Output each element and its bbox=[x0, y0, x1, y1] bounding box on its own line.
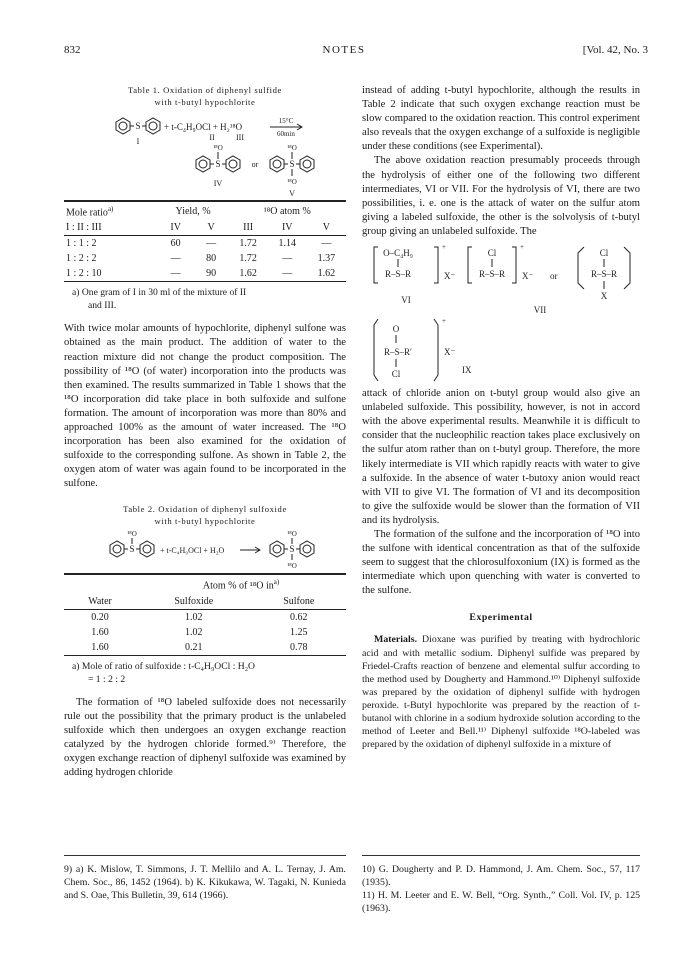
footnote-divider-left bbox=[64, 855, 346, 856]
label-IX: IX bbox=[462, 365, 472, 376]
table-row bbox=[64, 609, 346, 625]
label-III: III bbox=[236, 133, 244, 142]
o18-t2b-bottom: ¹⁸O bbox=[287, 562, 297, 571]
table-row bbox=[64, 251, 346, 266]
table1-subheader-row bbox=[64, 220, 346, 236]
o18-V-bottom: ¹⁸O bbox=[287, 178, 297, 186]
label-V: V bbox=[289, 189, 295, 198]
cell-atom-v: 1.37 bbox=[317, 253, 336, 265]
intermediates-svg bbox=[362, 239, 640, 387]
materials-label: Materials. bbox=[374, 634, 418, 646]
footnote-10: 10) G. Dougherty and P. D. Hammond, J. Am. Chem. Soc., 57, 117 (1935). bbox=[362, 864, 640, 888]
table2-footnote-line2: = 1 : 2 : 2 bbox=[88, 673, 126, 685]
cell-sulfoxide: 1.02 bbox=[185, 626, 203, 638]
table2-title-line2: with t-butyl hypochlorite bbox=[154, 516, 256, 527]
table-row bbox=[64, 236, 346, 252]
vi-rsr: R–S–R bbox=[384, 269, 412, 280]
table1-title bbox=[64, 84, 346, 108]
footnote-11: 11) H. M. Leeter and E. W. Bell, “Org. Synth.,” Coll. Vol. IV, p. 125 (1963). bbox=[362, 890, 640, 914]
cell-atom-iii: 1.72 bbox=[239, 253, 257, 265]
cell-atom-iv: 1.14 bbox=[278, 238, 296, 250]
scheme2-reagent: + t-C₄H₉OCl + H₂O bbox=[160, 546, 225, 556]
left-column bbox=[64, 84, 346, 780]
section-heading-experimental: Experimental bbox=[469, 612, 533, 624]
table1-footnote bbox=[64, 286, 346, 312]
col-sulfone: Sulfone bbox=[283, 595, 315, 607]
vii-rsr-2: R–S–R bbox=[590, 269, 618, 280]
table1-title-line2: with t-butyl hypochlorite bbox=[154, 97, 256, 107]
table2-title-line1: Table 2. Oxidation of diphenyl sulfoxide bbox=[123, 504, 287, 515]
col-atom-iii: III bbox=[243, 222, 254, 234]
ix-o: O bbox=[392, 324, 400, 335]
table-row bbox=[64, 625, 346, 640]
cell-water: 0.20 bbox=[91, 611, 109, 623]
footnote-9: 9) a) K. Mislow, T. Simmons, J. T. Mellilo and A. L. Ternay, J. Am. Chem. Soc., 86, 1452 (1964). b) K. Kikukawa, W. Tagaki, N. Kunieda and S. Oae, This Bulletin, 39, 614 (1966). bbox=[64, 864, 346, 901]
ix-rsr: R–S–R′ bbox=[384, 347, 412, 358]
cell-yield-iv: 60 bbox=[170, 238, 181, 250]
vii-cl-2: Cl bbox=[599, 248, 609, 259]
cell-atom-v: — bbox=[321, 238, 332, 250]
col-atom-in: Atom % of ¹⁸O in bbox=[202, 580, 274, 592]
cell-yield-v: 90 bbox=[206, 268, 217, 280]
cell-water: 1.60 bbox=[91, 641, 109, 653]
table1 bbox=[64, 200, 346, 282]
vi-oc4h9: O–C₄H₉ bbox=[383, 248, 413, 259]
body-paragraph-left-2: The formation of ¹⁸O labeled sulfoxide does not necessarily rule out the possibility that the primary product is the unlabeled sulfoxide which then undergoes an oxygen exchange reaction catalyzed by the hydrogen chloride formed.⁹⁾ Therefore, the oxygen exchange reaction of diphenyl sulfoxide was examined by adding hydrogen chloride bbox=[64, 696, 346, 779]
table1-title-line1: Table 1. Oxidation of diphenyl sulfide bbox=[128, 85, 282, 95]
col-sulfoxide: Sulfoxide bbox=[174, 595, 214, 607]
table2-reaction-scheme bbox=[64, 527, 346, 571]
intermediate-structures bbox=[362, 239, 640, 387]
o18-V: ¹⁸O bbox=[287, 144, 297, 152]
cell-atom-iv: — bbox=[282, 253, 293, 265]
cell-sulfoxide: 0.21 bbox=[185, 641, 203, 653]
reaction-scheme-2-svg bbox=[64, 527, 346, 571]
volume-info: [Vol. 42, No. 3 bbox=[582, 44, 648, 56]
cell-yield-iv: — bbox=[170, 268, 181, 280]
table1-reaction-scheme bbox=[64, 108, 346, 198]
label-VII: VII bbox=[533, 305, 547, 316]
cell-atom-v: 1.62 bbox=[317, 268, 336, 280]
body-paragraph-right-4: The formation of the sulfone and the incorporation of ¹⁸O into the sulfone with identical concentration as that of the sulfoxide seem to suggest that the chlorosulfoxonium (IX) is formed as the intermediate which upon quenching with water is converted to the sulfone. bbox=[362, 528, 640, 597]
table-row bbox=[64, 640, 346, 656]
s-atom-t2b: S bbox=[289, 544, 295, 555]
ix-xminus: X⁻ bbox=[444, 347, 456, 358]
s-atom-1: S bbox=[135, 121, 141, 131]
vii-xminus: X⁻ bbox=[522, 271, 534, 282]
materials-paragraph bbox=[362, 633, 640, 751]
cell-ratio: 1 : 2 : 10 bbox=[66, 268, 102, 280]
table2 bbox=[64, 573, 346, 655]
s-atom-IV: S bbox=[215, 159, 221, 169]
cell-sulfoxide: 1.02 bbox=[185, 611, 203, 623]
body-paragraph-right-1: instead of adding t-butyl hypochlorite, although the results in Table 2 indicate that such oxygen exchange reaction must be slow compared to the oxidation reaction. This control experiment also reveals that the oxygen exchange of a sulfoxide is negligible under these conditions (see Experimental). bbox=[362, 85, 640, 153]
label-IV: IV bbox=[213, 179, 223, 188]
cell-atom-iii: 1.62 bbox=[239, 268, 257, 280]
col-mole-ratio: Mole ratio bbox=[66, 207, 108, 219]
s-atom-t2a: S bbox=[129, 544, 135, 555]
ix-plus: + bbox=[442, 317, 446, 326]
body-paragraph-right-2: The above oxidation reaction presumably proceeds through the hydrolysis of either one of the following two different intermediates, VI or VII. For the hydrolysis of VI, there are two possibilities, i. e. one is the attack of water on the sulfur atom giving a labeled sulfoxide, the other is the solvolysis of t-butyl group giving an unlabeled sulfoxide. The bbox=[362, 155, 640, 237]
scheme1-reagent: + t-C₄H₉OCl + H₂¹⁸O bbox=[164, 122, 243, 132]
running-header: NOTES bbox=[322, 44, 366, 56]
vii-or: or bbox=[550, 271, 558, 282]
cell-ratio: 1 : 2 : 2 bbox=[66, 253, 97, 265]
o18-IV: ¹⁸O bbox=[213, 144, 223, 152]
table2-footnote-line1: a) Mole of ratio of sulfoxide : t-C₄H₉OCl : H₂O bbox=[72, 660, 255, 672]
vii-plus: + bbox=[520, 243, 524, 252]
cell-sulfone: 1.25 bbox=[290, 626, 308, 638]
vi-xminus: X⁻ bbox=[444, 271, 456, 282]
page-number: 832 bbox=[64, 44, 81, 56]
scheme1-time: 60min bbox=[277, 130, 295, 138]
table2-header-row bbox=[64, 574, 346, 593]
materials-text: Dioxane was purified by treating with hydrochloric acid and with metallic sodium. Diphenyl sulfide was prepared by Friedel-Crafts reaction of benzene and elemental sulfur according to the method used by Dougherty and Hammond.¹⁰⁾ Diphenyl sulfoxide was prepared by the oxidation of diphenyl sulfide with hydrogen peroxide. t-Butyl hypochlorite was prepared by the reaction of t-butanol with chlorine in a sodium hydroxide solution according to the method of Leeter and Bell.¹¹⁾ Diphenyl sulfoxide ¹⁸O-labeled was prepared by the oxidation of diphenyl sulfoxide in a mixture of bbox=[362, 634, 641, 751]
vii-cl-1: Cl bbox=[487, 248, 497, 259]
col-yield-iv: IV bbox=[170, 222, 181, 234]
scheme1-temp: 15°C bbox=[278, 117, 294, 125]
col-ratio-sub: I : II : III bbox=[66, 222, 102, 234]
col-atom: ¹⁸O atom % bbox=[263, 205, 311, 217]
reaction-scheme-1-svg bbox=[64, 108, 346, 198]
or-text: or bbox=[251, 160, 259, 169]
body-paragraph-right-3: attack of chloride anion on t-butyl group would also give an unlabeled sulfoxide. This possibility, however, is not in accord with the above experimental results. Meanwhile it is difficult to consider that the nucleophilic reaction takes place exclusively on the sulfur atom rather than on t-butyl group. Therefore, the more likely intermediate is VII which rapidly reacts with water to give a sulfoxide. In the absence of water t-butoxy anion would react with VII to give VI. The formation of VI and its decomposition to give the sulfoxide would be slower than the formation of VII and its hydrolysis. bbox=[362, 388, 640, 526]
o18-t2a: ¹⁸O bbox=[127, 530, 137, 539]
footnote-mark-a: a) bbox=[107, 205, 114, 213]
label-VI: VI bbox=[401, 295, 411, 306]
body-paragraph-left-1: With twice molar amounts of hypochlorite, diphenyl sulfone was obtained as the main product. The addition of water to the reaction mixture did not change the product composition. The possibility of ¹⁸O (of water) incorporation into the products was then examined. The results summarized in Table 1 shows that the ¹⁸O incorporation did take place in both sulfoxide and sulfone formation. The amount of incorporation was more than 80% and approached 100% as the amount of water increased. The ¹⁸O incorporation has been also examined for the oxidation of sulfoxide to the corresponding sulfone. As shown in Table 2, the oxygen atom of water was again found to be incorporated in the sulfone. bbox=[64, 323, 346, 490]
cell-water: 1.60 bbox=[91, 626, 109, 638]
cell-ratio: 1 : 1 : 2 bbox=[66, 238, 97, 250]
ix-cl: Cl bbox=[391, 369, 401, 380]
table2-footnote bbox=[64, 660, 346, 686]
vi-plus: + bbox=[442, 243, 446, 252]
table1-footnote-line2: and III. bbox=[88, 300, 117, 312]
cell-sulfone: 0.78 bbox=[290, 641, 308, 653]
vii-x: X bbox=[600, 291, 608, 302]
footnote-mark-a2: a) bbox=[273, 578, 280, 587]
col-water: Water bbox=[88, 595, 112, 607]
table-row bbox=[64, 266, 346, 282]
footnote-divider-right bbox=[362, 855, 640, 856]
col-yield: Yield, % bbox=[175, 205, 211, 217]
o18-t2b-top: ¹⁸O bbox=[287, 530, 297, 539]
cell-atom-iii: 1.72 bbox=[239, 238, 257, 250]
cell-atom-iv: — bbox=[282, 268, 293, 280]
label-I: I bbox=[136, 137, 140, 146]
cell-yield-v: 80 bbox=[206, 253, 217, 265]
col-yield-v: V bbox=[207, 222, 215, 234]
col-atom-v: V bbox=[322, 222, 331, 234]
right-column bbox=[362, 84, 640, 751]
cell-yield-iv: — bbox=[170, 253, 181, 265]
table1-header-row bbox=[64, 201, 346, 220]
cell-sulfone: 0.62 bbox=[290, 611, 308, 623]
table2-title bbox=[64, 503, 346, 527]
table2-subheader-row bbox=[64, 594, 346, 610]
col-atom-iv: IV bbox=[281, 222, 293, 234]
cell-yield-v: — bbox=[206, 238, 217, 250]
table1-footnote-line1: a) One gram of I in 30 ml of the mixture of II bbox=[72, 287, 247, 299]
label-II: II bbox=[209, 133, 215, 142]
s-atom-V: S bbox=[289, 159, 295, 169]
vii-rsr-1: R–S–R bbox=[478, 269, 506, 280]
